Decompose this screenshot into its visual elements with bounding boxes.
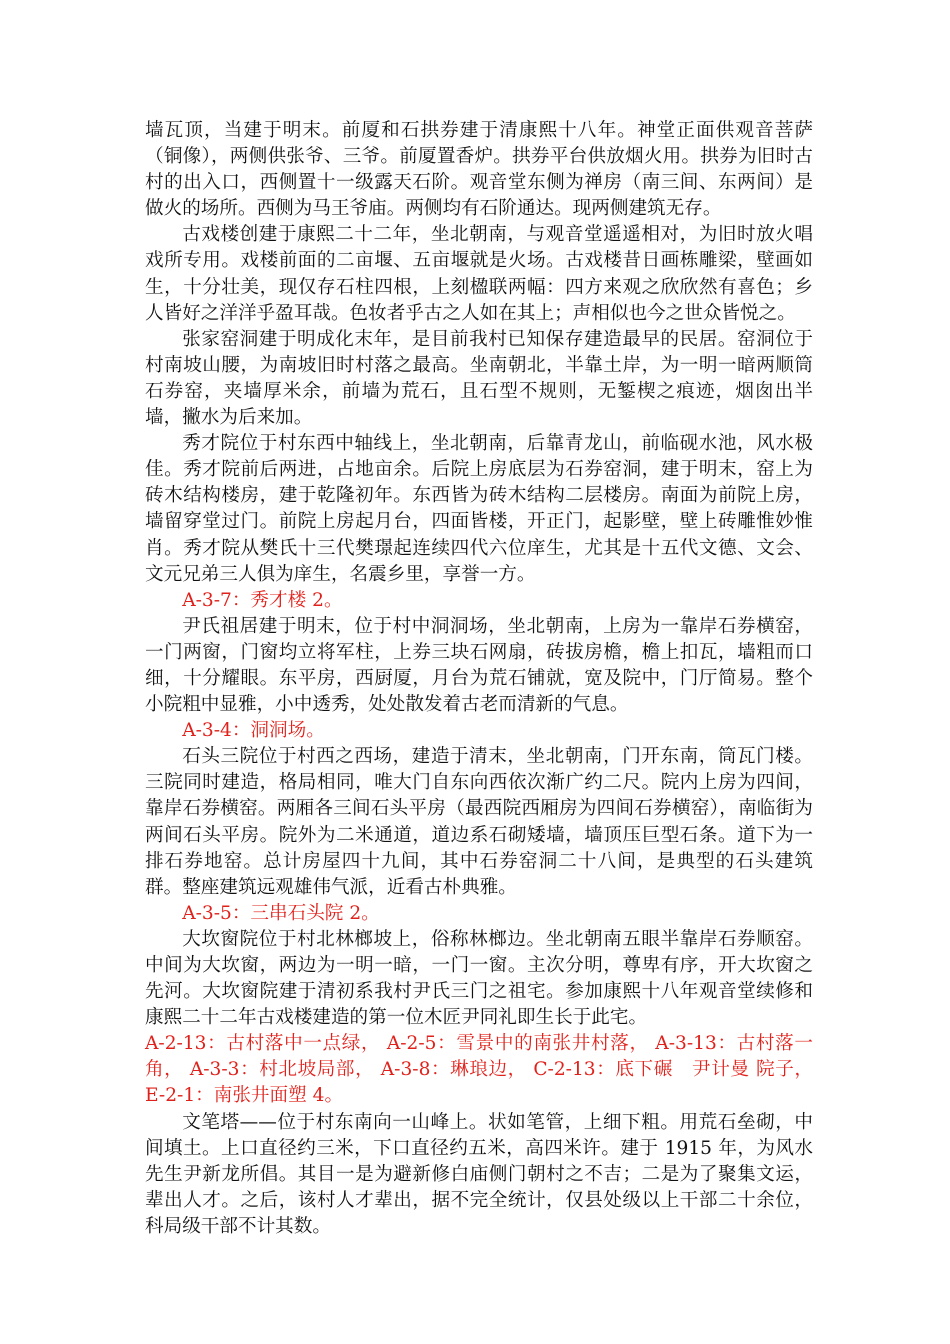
photo-caption-list: A-2-13：古村落中一点绿， A-2-5：雪景中的南张井村落， A-3-13：古村落一角， A-3-3：村北坡局部， A-3-8：琳琅边， C-2-13：底下碾 尹计曼 院子， E-2-1：南张井面塑 4。 (145, 1033, 813, 1107)
paragraph-yin-residence: 尹氏祖居建于明末，位于村中洞洞场，坐北朝南，上房为一靠岸石券横窑，一门两窗，门窗均立将军柱，上券三块石网扇，砖拔房檐，檐上扣瓦，墙粗而口细，十分耀眼。东平房，西厨厦，月台为荒石铺就，宽及院中，门厅简易。整个小院粗中显雅，小中透秀，处处散发着古老而清新的气息。 (145, 615, 813, 716)
paragraph-big-window-courtyard: 大坎窗院位于村北林榔坡上，俗称林榔边。坐北朝南五眼半靠岸石券顺窑。中间为大坎窗，两边为一明一暗，一门一窗。主次分明，尊卑有序，开大坎窗之先河。大坎窗院建于清初系我村尹氏三门之祖宅。参加康熙十八年观音堂续修和康熙二十二年古戏楼建造的第一位木匠尹同礼即生长于此宅。 (145, 928, 813, 1029)
paragraph-scholar-courtyard: 秀才院位于村东西中轴线上，坐北朝南，后靠青龙山，前临砚水池，风水极佳。秀才院前后两进，占地亩余。后院上房底层为石券窑洞，建于明末，窑上为砖木结构楼房，建于乾隆初年。东西皆为砖木结构二层楼房。南面为前院上房，墙留穿堂过门。前院上房起月台，四面皆楼，开正门，起影壁，壁上砖雕惟妙惟肖。秀才院从樊氏十三代樊璟起连续四代六位庠生，尤其是十五代文德、文会、文元兄弟三人俱为庠生，名震乡里，享誉一方。 (145, 433, 813, 585)
paragraph-continuation: 墙瓦顶，当建于明末。前厦和石拱券建于清康熙十八年。神堂正面供观音菩萨（铜像），两侧供张爷、三爷。前厦置香炉。拱券平台供放烟火用。拱券为旧时古村的出入口，西侧置十一级露天石阶。观音堂东侧为禅房（南三间、东两间）是做火的场所。西侧为马王爷庙。两侧均有石阶通达。现两侧建筑无存。 (145, 120, 813, 220)
photo-caption: A-3-7：秀才楼 2。 (182, 589, 343, 611)
paragraph-zhang-cave: 张家窑洞建于明成化末年，是目前我村已知保存建造最早的民居。窑洞位于村南坡山腰，为南坡旧时村落之最高。坐南朝北，半靠土岸，为一明一暗两顺筒石券窑，夹墙厚米余，前墙为荒石，且石型不规则，无錾楔之痕迹，烟囱出半墙，撇水为后来加。 (145, 328, 813, 429)
paragraph-stone-courtyards: 石头三院位于村西之西场，建造于清末，坐北朝南，门开东南，筒瓦门楼。三院同时建造，格局相同，唯大门自东向西依次渐广约二尺。院内上房为四间，靠岸石券横窑。两厢各三间石头平房（最西院西厢房为四间石券横窑），南临街为两间石头平房。院外为二米通道，道边系石砌矮墙，墙顶压巨型石条。道下为一排石券地窑。总计房屋四十九间，其中石券窑洞二十八间，是典型的石头建筑群。整座建筑远观雄伟气派，近看古朴典雅。 (145, 746, 813, 898)
paragraph-wenbi-pagoda: 文笔塔——位于村东南向一山峰上。状如笔管，上细下粗。用荒石垒砌，中间填土。上口直径约三米，下口直径约五米，高四米许。建于 1915 年，为风水先生尹新龙所倡。其目一是为避新修白庙侧门朝村之不吉；二是为了聚集文运，辈出人才。之后，该村人才辈出，据不完全统计，仅县处级以上干部二十余位，科局级干部不计其数。 (145, 1111, 813, 1237)
document-page (145, 118, 813, 1240)
photo-caption: A-3-5：三串石头院 2。 (182, 902, 380, 924)
paragraph-opera-stage: 古戏楼创建于康熙二十二年，坐北朝南，与观音堂遥遥相对，为旧时放火唱戏所专用。戏楼前面的二亩堰、五亩堰就是火场。古戏楼昔日画栋雕梁，壁画如生，十分壮美，现仅存石柱四根，上刻楹联两幅：四方来观之欣欣然有喜色；乡人皆好之洋洋乎盈耳哉。色妆者乎古之人如在其上；声相似也今之世众皆悦之。 (145, 224, 813, 324)
photo-caption: A-3-4：洞洞场。 (182, 720, 325, 742)
